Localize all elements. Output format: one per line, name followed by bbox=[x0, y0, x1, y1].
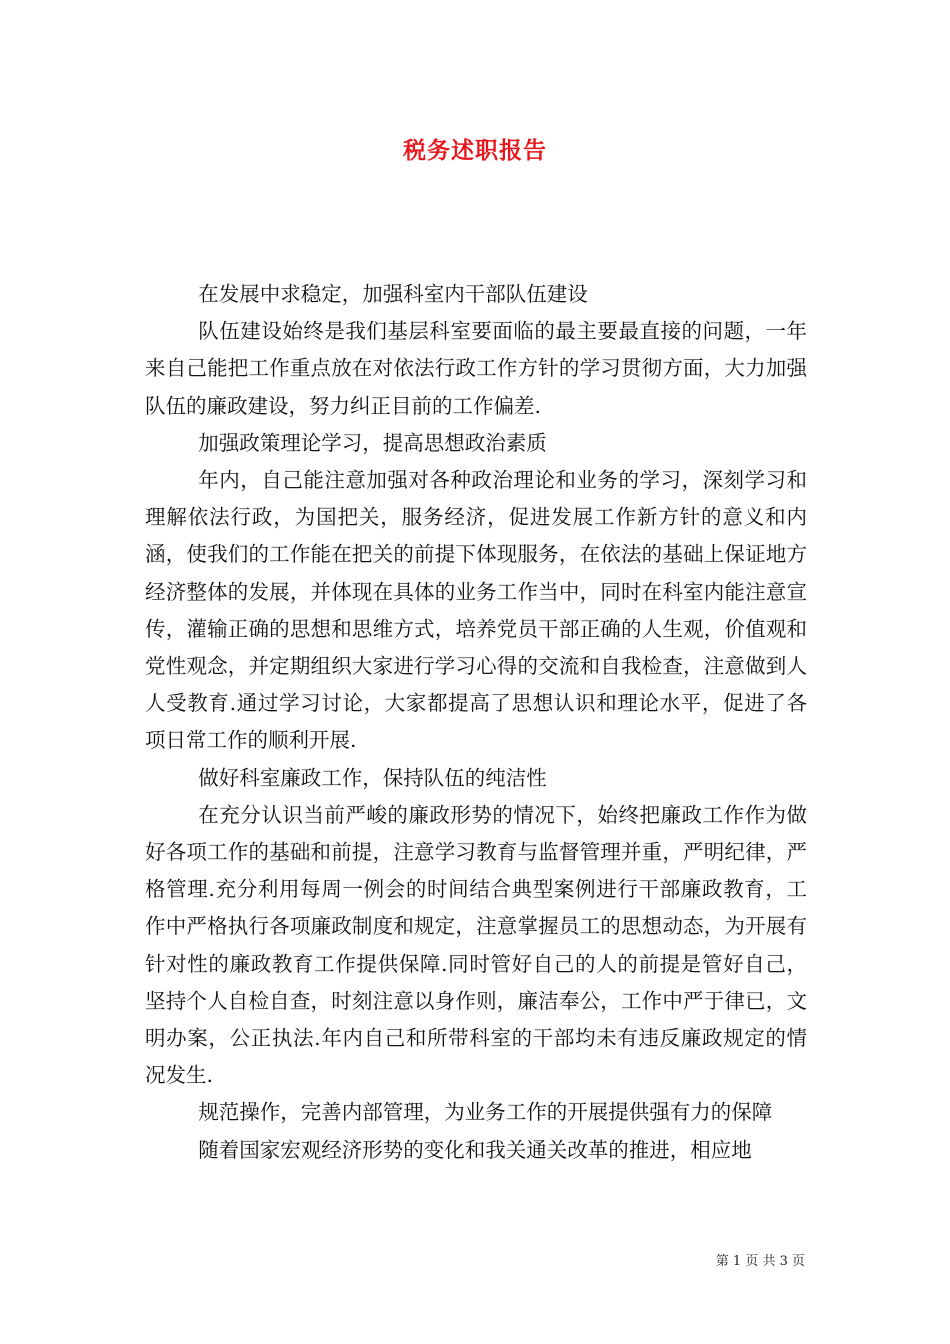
document-body bbox=[145, 276, 807, 1169]
page-number-footer: 第 1 页 共 3 页 bbox=[715, 1254, 805, 1269]
body-paragraph: 随着国家宏观经济形势的变化和我关通关改革的推进，相应地 bbox=[198, 1137, 752, 1162]
body-paragraph: 队伍建设始终是我们基层科室要面临的最主要最直接的问题，一年来自己能把工作重点放在对依法行政工作方针的学习贯彻方面，大力加强队伍的廉政建设，努力纠正目前的工作偏差. bbox=[145, 319, 807, 418]
section-heading: 在发展中求稳定，加强科室内干部队伍建设 bbox=[198, 282, 588, 306]
section-heading: 加强政策理论学习，提高思想政治素质 bbox=[198, 430, 547, 455]
body-paragraph: 在充分认识当前严峻的廉政形势的情况下，始终把廉政工作作为做好各项工作的基础和前提，注意学习教育与监督管理并重，严明纪律，严格管理.充分利用每周一例会的时间结合典型案例进行干部廉政教育，工作中严格执行各项廉政制度和规定，注意掌握员工的思想动态，为开展有针对性的廉政教育工作提供保障.同时管好自己的人的前提是管好自己，坚持个人自检自查，时刻注意以身作则，廉洁奉公，工作中严于律已，文明办案，公正执法.年内自己和所带科室的干部均未有违反廉政规定的情况发生. bbox=[145, 802, 807, 1088]
section-heading: 做好科室廉政工作，保持队伍的纯洁性 bbox=[198, 765, 547, 790]
body-paragraph: 年内，自己能注意加强对各种政治理论和业务的学习，深刻学习和理解依法行政，为国把关，服务经济，促进发展工作新方针的意义和内涵，使我们的工作能在把关的前提下体现服务，在依法的基础上保证地方经济整体的发展，并体现在具体的业务工作当中，同时在科室内能注意宣传，灌输正确的思想和思维方式，培养党员干部正确的人生观，价值观和党性观念，并定期组织大家进行学习心得的交流和自我检查，注意做到人人受教育.通过学习讨论，大家都提高了思想认识和理论水平，促进了各项日常工作的顺利开展. bbox=[145, 468, 807, 753]
document-title: 税务述职报告 bbox=[403, 137, 547, 164]
section-heading: 规范操作，完善内部管理，为业务工作的开展提供强有力的保障 bbox=[198, 1100, 773, 1125]
